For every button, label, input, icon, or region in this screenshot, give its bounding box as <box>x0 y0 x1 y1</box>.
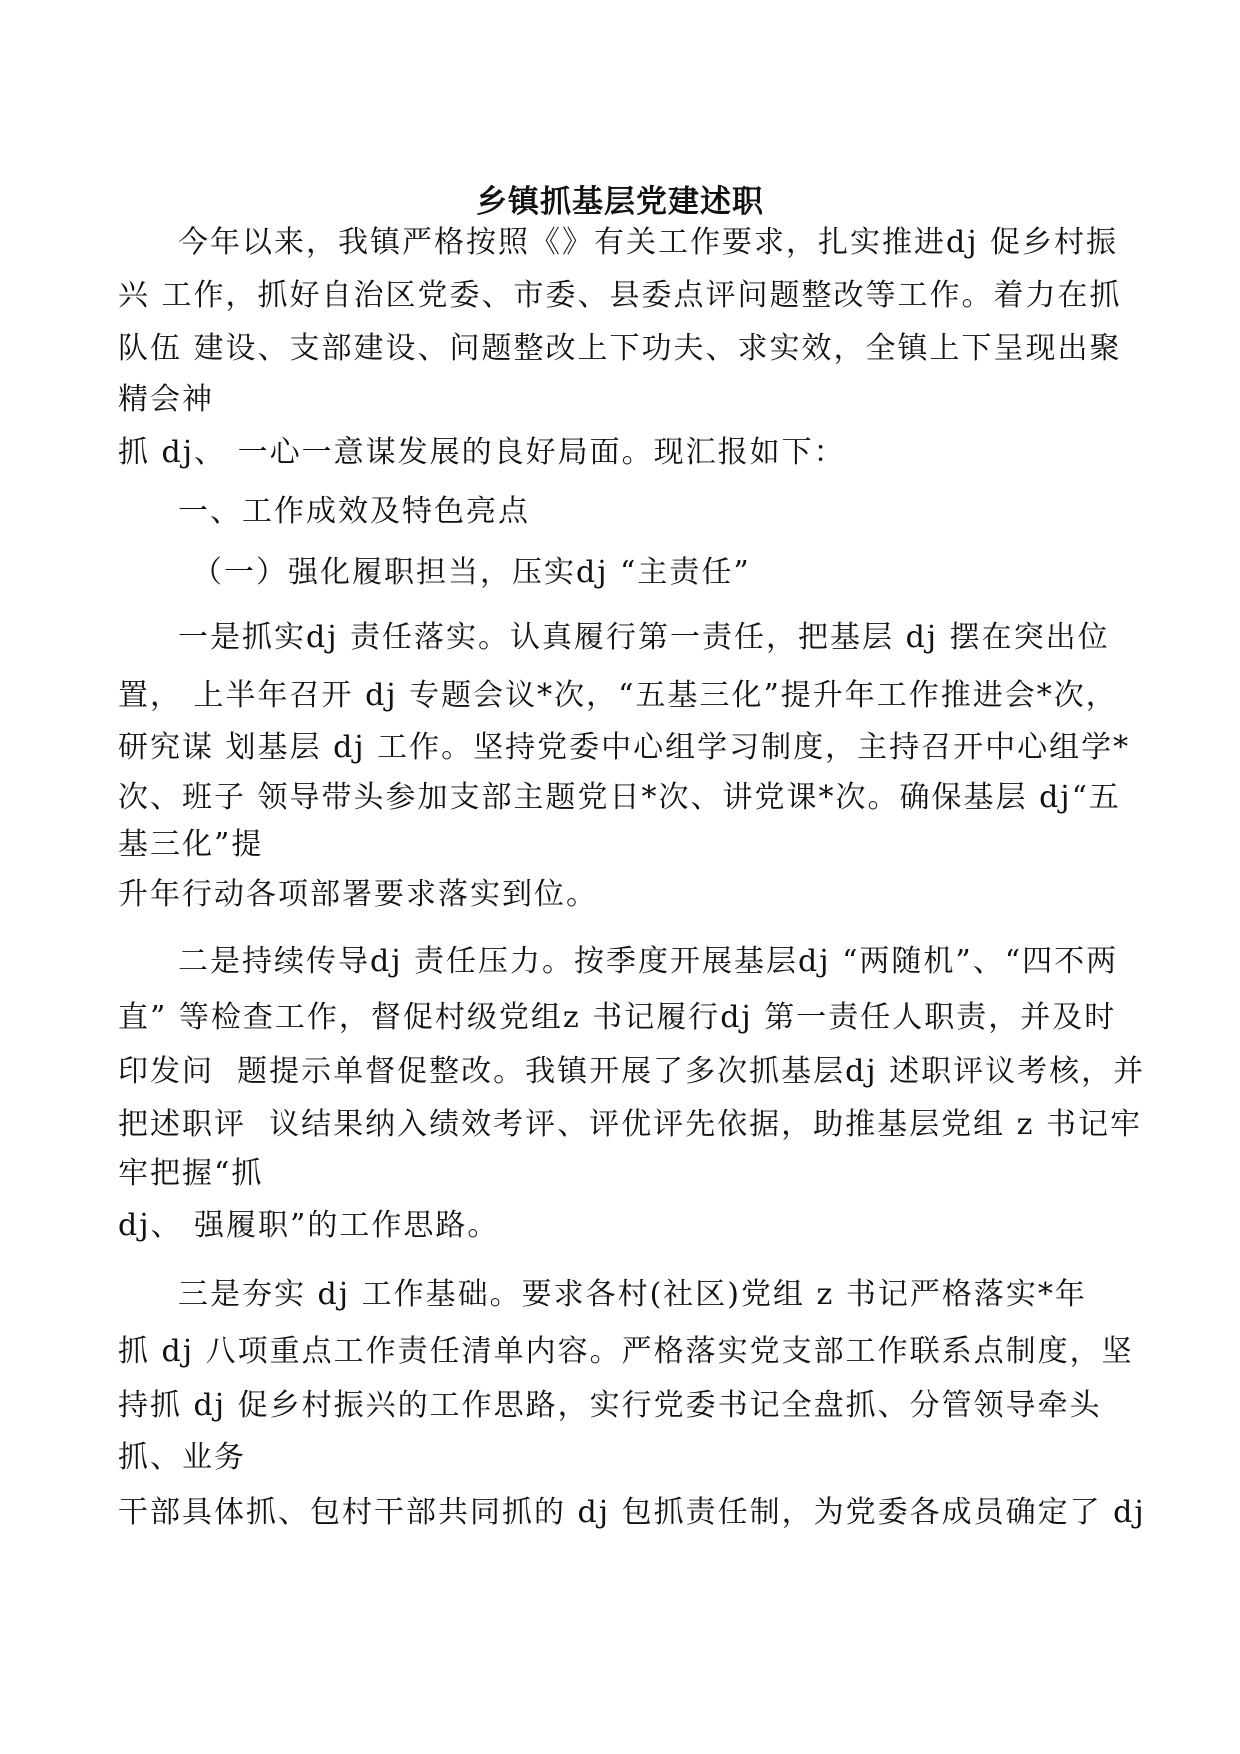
paragraph-line: 兴 工作，抓好自治区党委、市委、县委点评问题整改等工作。着力在抓 <box>118 278 1122 313</box>
paragraph-line: 直” 等检查工作，督促村级党组z 书记履行dj 第一责任人职责，并及时 <box>118 1000 1117 1035</box>
paragraph-line: 一是抓实dj 责任落实。认真履行第一责任，把基层 dj 摆在突出位 <box>178 620 1110 655</box>
paragraph-line: 干部具体抓、包村干部共同抓的 dj 包抓责任制，为党委各成员确定了 dj <box>118 1495 1146 1530</box>
paragraph-line: 今年以来，我镇严格按照《》有关工作要求，扎实推进dj 促乡村振 <box>178 225 1119 260</box>
paragraph-line: 抓、业务 <box>118 1440 246 1475</box>
paragraph-line: 抓 dj、 一心一意谋发展的良好局面。现汇报如下： <box>118 435 846 470</box>
paragraph-line: 精会神 <box>118 382 214 417</box>
paragraph-line: 持抓 dj 促乡村振兴的工作思路，实行党委书记全盘抓、分管领导牵头 <box>118 1388 1102 1423</box>
paragraph-line: dj、 强履职”的工作思路。 <box>118 1208 500 1243</box>
document-title: 乡镇抓基层党建述职 <box>476 184 764 220</box>
paragraph-line: 牢把握“抓 <box>118 1156 264 1191</box>
paragraph-line: 三是夯实 dj 工作基础。要求各村(社区)党组 z 书记严格落实*年 <box>178 1277 1087 1312</box>
paragraph-line: 队伍 建设、支部建设、问题整改上下功夫、求实效，全镇上下呈现出聚 <box>118 331 1122 366</box>
paragraph-line: 升年行动各项部署要求落实到位。 <box>118 877 598 912</box>
paragraph-line: 次、班子 领导带头参加支部主题党日*次、讲党课*次。确保基层 dj“五 <box>118 780 1121 815</box>
paragraph-line: 研究谋 划基层 dj 工作。坚持党委中心组学习制度，主持召开中心组学* <box>118 730 1131 765</box>
paragraph-line: 抓 dj 八项重点工作责任清单内容。严格落实党支部工作联系点制度，坚 <box>118 1334 1134 1369</box>
paragraph-line: 印发问 题提示单督促整改。我镇开展了多次抓基层dj 述职评议考核，并 <box>118 1054 1146 1089</box>
paragraph-line: 置， 上半年召开 dj 专题会议*次，“五基三化”提升年工作推进会*次， <box>118 678 1118 713</box>
paragraph-line: 把述职评 议结果纳入绩效考评、评优评先依据，助推基层党组 z 书记牢 <box>118 1107 1142 1142</box>
paragraph-line: 基三化”提 <box>118 827 264 862</box>
paragraph-line: 二是持续传导dj 责任压力。按季度开展基层dj “两随机”、“四不两 <box>178 944 1119 979</box>
section-heading: 一、工作成效及特色亮点 <box>178 494 530 529</box>
subsection-heading: （一）强化履职担当，压实dj “主责任” <box>192 555 751 590</box>
